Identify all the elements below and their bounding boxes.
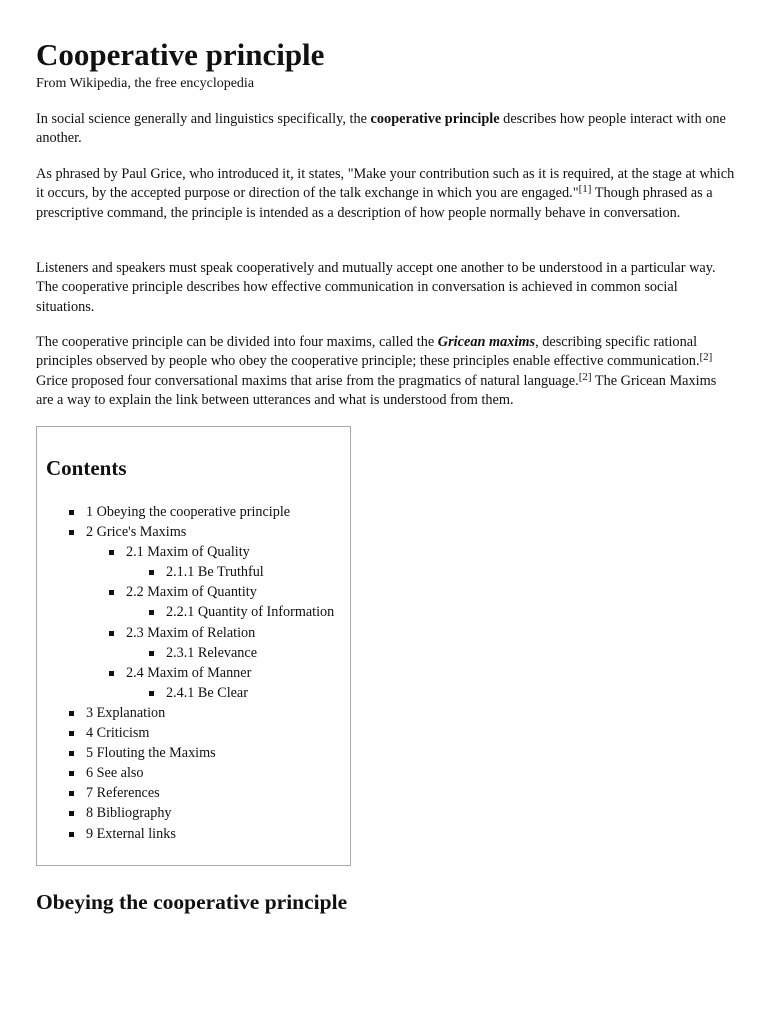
reference-link[interactable]: [2] [699, 351, 713, 364]
bold-term: cooperative principle [370, 111, 500, 127]
toc-item[interactable]: 2.1.1 Be Truthful [37, 562, 350, 582]
toc-item[interactable]: 2.3.1 Relevance [37, 643, 350, 663]
toc-title: Contents [46, 456, 127, 480]
section-heading: Obeying the cooperative principle [36, 890, 348, 914]
page-title: Cooperative principle [36, 37, 325, 72]
toc-item[interactable]: 8 Bibliography [37, 803, 350, 823]
text-span: The Gricean Maxims are a way to explain the link between utterances and what is understood from them. [36, 372, 717, 408]
toc-list [37, 502, 350, 844]
text-span: Though phrased as a prescriptive command, the principle is intended as a description of how people normally behave in conversation. [36, 185, 713, 221]
toc-item[interactable]: 7 References [37, 783, 350, 803]
bold-italic-term: Gricean maxims [437, 334, 536, 350]
text-span: Listeners and speakers must speak cooperatively and mutually accept one another to be understood in a particular way. The cooperative principle describes how effective communication in conversation is achieved in common social situations. [36, 260, 716, 315]
text-span: The cooperative principle can be divided into four maxims, called the [36, 334, 438, 350]
reference-link[interactable]: [2] [578, 370, 592, 383]
toc-item[interactable]: 1 Obeying the cooperative principle [37, 502, 350, 522]
page-subtitle: From Wikipedia, the free encyclopedia [36, 76, 255, 91]
text-span: As phrased by Paul Grice, who introduced it, it states, "Make your contribution such as it is required, at the stage at which it occurs, by the accepted purpose or direction of the talk exchange in which you are engaged." [36, 166, 735, 202]
intro-paragraph-4 [36, 333, 736, 410]
toc-item[interactable]: 2.4 Maxim of Manner [37, 663, 350, 683]
intro-paragraph-1 [36, 110, 736, 149]
toc-item[interactable]: 6 See also [37, 763, 350, 783]
text-span: , describing specific rational principles observed by people who obey the cooperative principle; these principles enable effective communication. [36, 334, 700, 370]
toc-item[interactable]: 9 External links [37, 824, 350, 844]
toc-item[interactable]: 2.4.1 Be Clear [37, 683, 350, 703]
text-span: Grice proposed four conversational maxims that arise from the pragmatics of natural language. [36, 372, 579, 389]
text-span: describes how people interact with one another. [36, 111, 726, 147]
toc-item[interactable]: 2 Grice's Maxims [37, 522, 350, 542]
toc-item[interactable]: 5 Flouting the Maxims [37, 743, 350, 763]
toc-item[interactable]: 2.2 Maxim of Quantity [37, 582, 350, 602]
intro-paragraph-3 [36, 259, 736, 317]
toc-item[interactable]: 2.3 Maxim of Relation [37, 623, 350, 643]
intro-paragraph-2 [36, 165, 736, 223]
text-span: In social science generally and linguistics specifically, the [36, 111, 371, 127]
toc-item[interactable]: 2.1 Maxim of Quality [37, 542, 350, 562]
toc-item[interactable]: 4 Criticism [37, 723, 350, 743]
toc-item[interactable]: 3 Explanation [37, 703, 350, 723]
table-of-contents [36, 426, 351, 866]
reference-link[interactable]: [1] [578, 183, 592, 196]
toc-item[interactable]: 2.2.1 Quantity of Information [37, 602, 350, 622]
